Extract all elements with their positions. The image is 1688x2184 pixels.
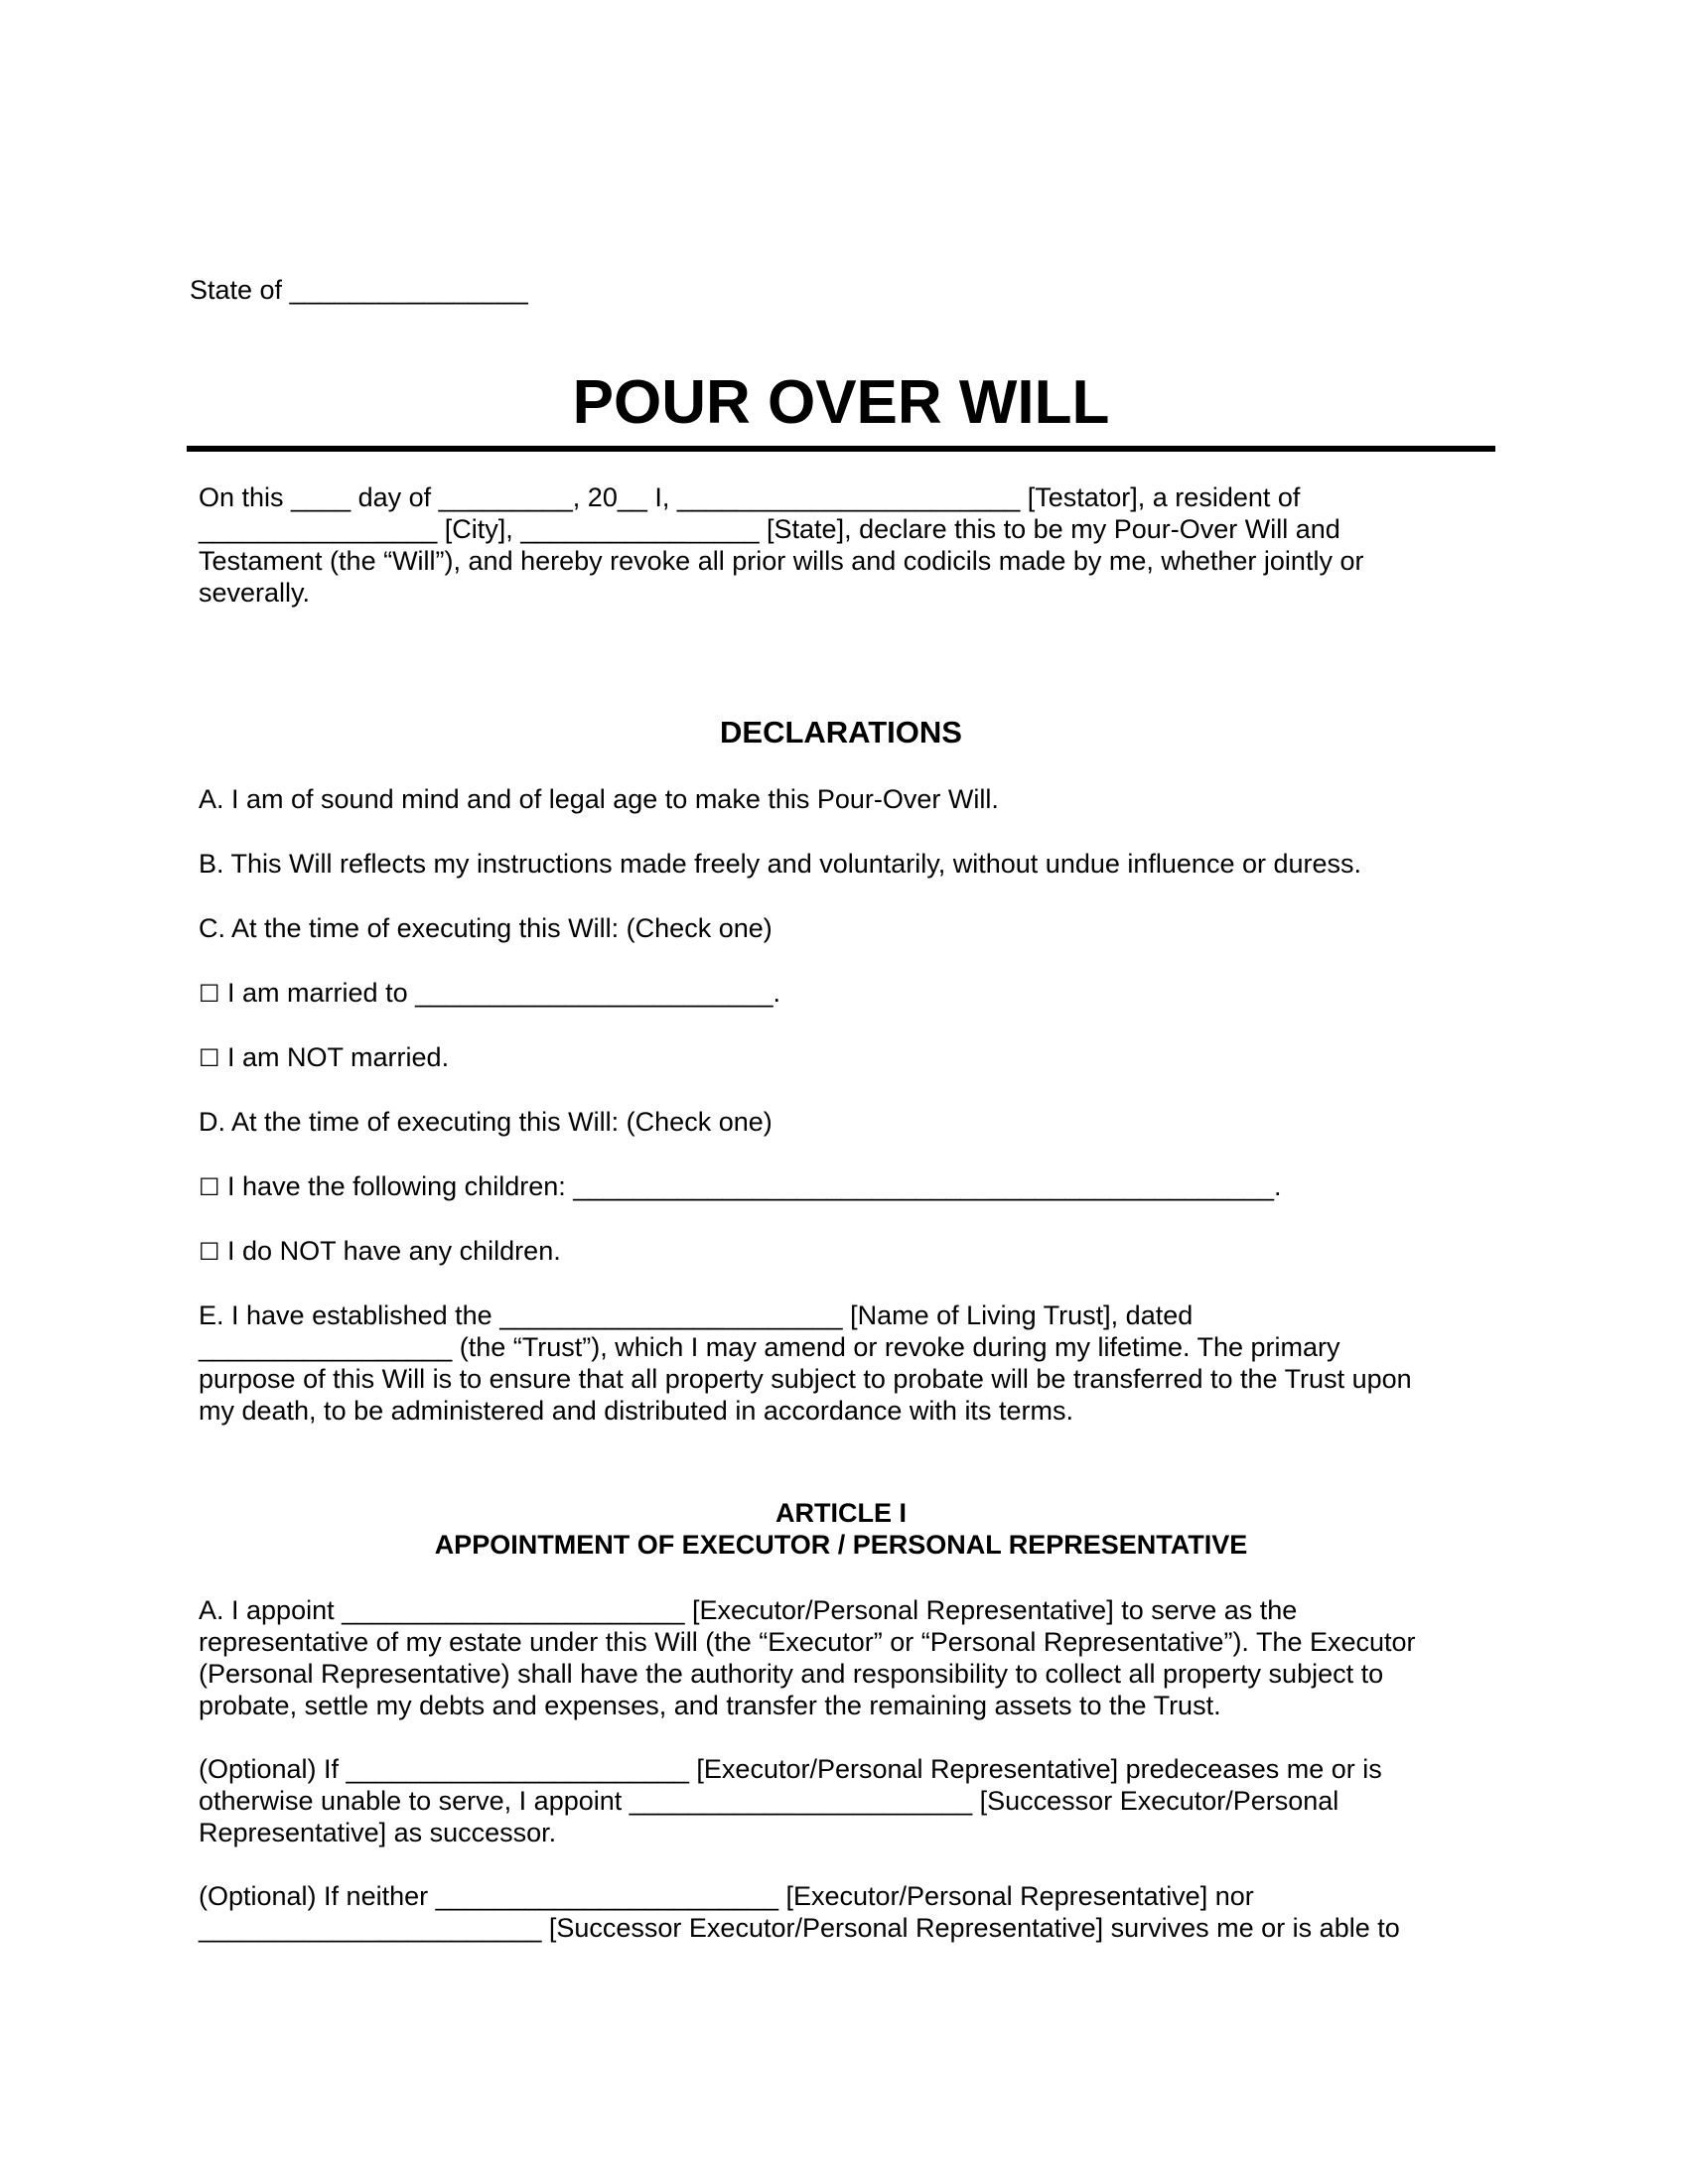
declarations-heading: DECLARATIONS <box>720 715 962 750</box>
article-1-optional-1: (Optional) If _______________________ [Executor/Personal Representative] predeceases me or is otherwise unable to serve, I appoint _______________________ [Successor Executor/Personal Representative] as successor. <box>199 1754 1382 1847</box>
option-children <box>199 1170 1455 1203</box>
option-children-label: I have the following children: _______________________________________________. <box>227 1171 1282 1201</box>
declaration-e: E. I have established the _______________________ [Name of Living Trust], dated _________________ (the “Trust”), which I may amend or revoke during my lifetime. The primary purpose of this Will is to ensure that all property subject to probate will be transferred to the Trust upon my death, to be administered and distributed in accordance with its terms. <box>199 1300 1412 1426</box>
option-not-married <box>199 1041 1455 1074</box>
declaration-b: B. This Will reflects my instructions made freely and voluntarily, without undue influence or duress. <box>199 849 1362 879</box>
checkbox-not-married[interactable]: ☐ <box>199 1044 220 1072</box>
option-married <box>199 977 1455 1010</box>
intro-paragraph: On this ____ day of _________, 20__ I, _______________________ [Testator], a resident of ________________ [City], ________________ [State], declare this to be my Pour-Over Will and Testament (the “Will”), and hereby revoke all prior wills and codicils made by me, whether jointly or severally. <box>199 482 1364 608</box>
article-1-heading <box>187 1497 1495 1561</box>
option-married-label: I am married to ________________________. <box>227 978 780 1008</box>
declaration-c: C. At the time of executing this Will: (Check one) <box>199 913 773 943</box>
declaration-d: D. At the time of executing this Will: (Check one) <box>199 1107 773 1137</box>
option-no-children-label: I do NOT have any children. <box>227 1236 561 1266</box>
checkbox-children[interactable]: ☐ <box>199 1173 220 1201</box>
state-of-line: State of ________________ <box>190 275 528 305</box>
checkbox-no-children[interactable]: ☐ <box>199 1238 220 1266</box>
declaration-a: A. I am of sound mind and of legal age to make this Pour-Over Will. <box>199 784 999 814</box>
article-1-a: A. I appoint _______________________ [Executor/Personal Representative] to serve as the representative of my estate under this Will (the “Executor” or “Personal Representative”). The Executor (Personal Representative) shall have the authority and responsibility to collect all property subject to probate, settle my debts and expenses, and transfer the remaining assets to the Trust. <box>199 1595 1416 1720</box>
article-1-optional-2: (Optional) If neither _______________________ [Executor/Personal Representative] nor _______________________ [Successor Executor/Personal Representative] survives me or is able to <box>199 1881 1400 1943</box>
article-1-title: APPOINTMENT OF EXECUTOR / PERSONAL REPRESENTATIVE <box>434 1530 1248 1560</box>
article-1-number: ARTICLE I <box>775 1498 907 1528</box>
title-underline <box>187 446 1495 452</box>
option-no-children <box>199 1235 1455 1268</box>
option-not-married-label: I am NOT married. <box>227 1042 450 1072</box>
document-title: POUR OVER WILL <box>572 368 1110 437</box>
checkbox-married[interactable]: ☐ <box>199 980 220 1008</box>
